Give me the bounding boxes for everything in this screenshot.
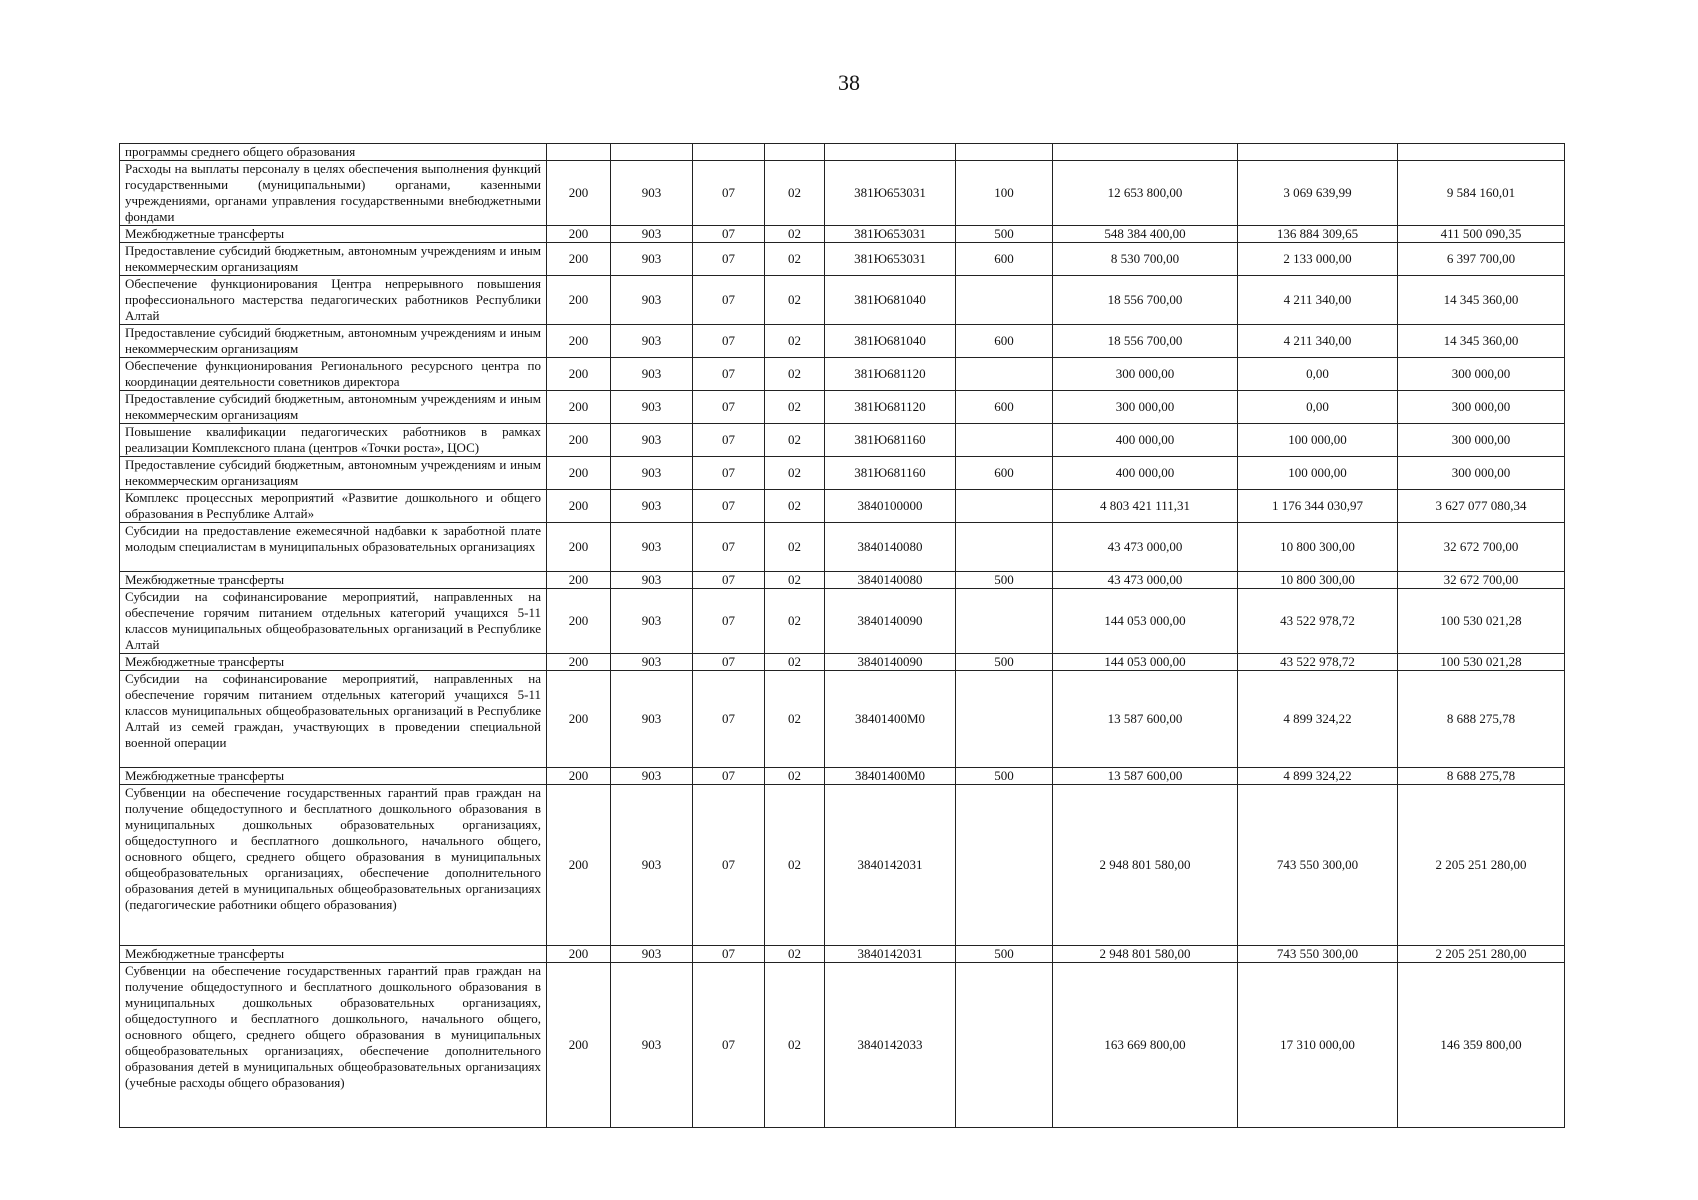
cell-section xyxy=(693,144,765,161)
cell-executed-amount: 136 884 309,65 xyxy=(1238,226,1398,243)
cell-subsection: 02 xyxy=(765,946,825,963)
cell-remaining-amount: 100 530 021,28 xyxy=(1398,654,1565,671)
cell-admin-code: 200 xyxy=(547,785,611,946)
table-row xyxy=(120,654,1565,671)
cell-plan-amount: 43 473 000,00 xyxy=(1053,572,1238,589)
cell-description: Предоставление субсидий бюджетным, автономным учреждениям и иным некоммерческим организациям xyxy=(120,457,547,490)
cell-remaining-amount xyxy=(1398,144,1565,161)
table-row xyxy=(120,490,1565,523)
cell-expense-type: 100 xyxy=(956,161,1053,226)
cell-grbs: 903 xyxy=(611,768,693,785)
cell-remaining-amount: 100 530 021,28 xyxy=(1398,589,1565,654)
cell-admin-code: 200 xyxy=(547,226,611,243)
cell-expense-type xyxy=(956,963,1053,1128)
cell-expense-type xyxy=(956,144,1053,161)
cell-target-article: 381Ю681040 xyxy=(825,276,956,325)
cell-plan-amount: 163 669 800,00 xyxy=(1053,963,1238,1128)
cell-description: Повышение квалификации педагогических работников в рамках реализации Комплексного плана (центров «Точки роста», ЦОС) xyxy=(120,424,547,457)
cell-target-article: 381Ю681040 xyxy=(825,325,956,358)
table-row xyxy=(120,161,1565,226)
cell-grbs: 903 xyxy=(611,325,693,358)
cell-executed-amount: 17 310 000,00 xyxy=(1238,963,1398,1128)
cell-description: Межбюджетные трансферты xyxy=(120,946,547,963)
cell-remaining-amount: 6 397 700,00 xyxy=(1398,243,1565,276)
cell-admin-code: 200 xyxy=(547,276,611,325)
table-row xyxy=(120,768,1565,785)
cell-admin-code: 200 xyxy=(547,963,611,1128)
cell-section: 07 xyxy=(693,654,765,671)
cell-target-article: 3840142033 xyxy=(825,963,956,1128)
cell-expense-type xyxy=(956,589,1053,654)
cell-executed-amount: 0,00 xyxy=(1238,391,1398,424)
cell-plan-amount: 2 948 801 580,00 xyxy=(1053,946,1238,963)
cell-executed-amount: 0,00 xyxy=(1238,358,1398,391)
cell-admin-code: 200 xyxy=(547,572,611,589)
table-row xyxy=(120,243,1565,276)
cell-executed-amount xyxy=(1238,144,1398,161)
cell-target-article: 3840140090 xyxy=(825,654,956,671)
cell-executed-amount: 743 550 300,00 xyxy=(1238,785,1398,946)
cell-grbs: 903 xyxy=(611,785,693,946)
cell-description: программы среднего общего образования xyxy=(120,144,547,161)
cell-admin-code xyxy=(547,144,611,161)
cell-section: 07 xyxy=(693,226,765,243)
cell-target-article: 3840100000 xyxy=(825,490,956,523)
cell-grbs xyxy=(611,144,693,161)
cell-subsection: 02 xyxy=(765,161,825,226)
cell-executed-amount: 2 133 000,00 xyxy=(1238,243,1398,276)
cell-subsection: 02 xyxy=(765,424,825,457)
cell-description: Обеспечение функционирования Регионального ресурсного центра по координации деятельности советников директора xyxy=(120,358,547,391)
cell-expense-type xyxy=(956,785,1053,946)
cell-plan-amount: 4 803 421 111,31 xyxy=(1053,490,1238,523)
cell-grbs: 903 xyxy=(611,358,693,391)
cell-target-article: 381Ю653031 xyxy=(825,161,956,226)
cell-admin-code: 200 xyxy=(547,391,611,424)
cell-remaining-amount: 300 000,00 xyxy=(1398,424,1565,457)
cell-remaining-amount: 32 672 700,00 xyxy=(1398,523,1565,572)
cell-plan-amount: 18 556 700,00 xyxy=(1053,276,1238,325)
cell-description: Субсидии на софинансирование мероприятий, направленных на обеспечение горячим питанием отдельных категорий учащихся 5-11 классов муниципальных общеобразовательных организаций в Республике Алтай xyxy=(120,589,547,654)
cell-target-article: 3840140080 xyxy=(825,523,956,572)
cell-plan-amount: 43 473 000,00 xyxy=(1053,523,1238,572)
cell-executed-amount: 4 899 324,22 xyxy=(1238,768,1398,785)
cell-grbs: 903 xyxy=(611,572,693,589)
cell-plan-amount: 8 530 700,00 xyxy=(1053,243,1238,276)
cell-target-article: 381Ю653031 xyxy=(825,243,956,276)
cell-grbs: 903 xyxy=(611,654,693,671)
cell-section: 07 xyxy=(693,391,765,424)
cell-subsection: 02 xyxy=(765,226,825,243)
cell-expense-type: 500 xyxy=(956,768,1053,785)
cell-expense-type: 500 xyxy=(956,946,1053,963)
cell-plan-amount: 300 000,00 xyxy=(1053,358,1238,391)
cell-subsection: 02 xyxy=(765,457,825,490)
cell-remaining-amount: 9 584 160,01 xyxy=(1398,161,1565,226)
cell-executed-amount: 43 522 978,72 xyxy=(1238,654,1398,671)
table-row xyxy=(120,785,1565,946)
cell-expense-type xyxy=(956,358,1053,391)
cell-subsection: 02 xyxy=(765,276,825,325)
cell-admin-code: 200 xyxy=(547,161,611,226)
cell-description: Межбюджетные трансферты xyxy=(120,768,547,785)
cell-executed-amount: 100 000,00 xyxy=(1238,424,1398,457)
cell-grbs: 903 xyxy=(611,226,693,243)
cell-subsection: 02 xyxy=(765,768,825,785)
cell-expense-type xyxy=(956,523,1053,572)
table-row xyxy=(120,276,1565,325)
cell-target-article: 381Ю681120 xyxy=(825,358,956,391)
cell-description: Предоставление субсидий бюджетным, автономным учреждениям и иным некоммерческим организациям xyxy=(120,325,547,358)
cell-section: 07 xyxy=(693,457,765,490)
cell-description: Субсидии на софинансирование мероприятий, направленных на обеспечение горячим питанием отдельных категорий учащихся 5-11 классов муниципальных общеобразовательных организаций в Республике Алтай из семей граждан, участвующих в проведении специальной военной операции xyxy=(120,671,547,768)
cell-section: 07 xyxy=(693,785,765,946)
cell-admin-code: 200 xyxy=(547,589,611,654)
cell-admin-code: 200 xyxy=(547,946,611,963)
cell-description: Субвенции на обеспечение государственных гарантий прав граждан на получение общедоступного и бесплатного дошкольного образования в муниципальных дошкольных образовательных организациях, общедоступного и бесплатного дошкольного, начального общего, основного общего, среднего общего образования в муниципальных общеобразовательных организациях, обеспечение дополнительного образования детей в муниципальных общеобразовательных организациях (учебные расходы общего образования) xyxy=(120,963,547,1128)
cell-plan-amount: 400 000,00 xyxy=(1053,424,1238,457)
table-row xyxy=(120,325,1565,358)
cell-subsection: 02 xyxy=(765,785,825,946)
cell-grbs: 903 xyxy=(611,671,693,768)
cell-section: 07 xyxy=(693,572,765,589)
cell-section: 07 xyxy=(693,424,765,457)
table-row xyxy=(120,226,1565,243)
cell-subsection: 02 xyxy=(765,572,825,589)
cell-section: 07 xyxy=(693,358,765,391)
cell-grbs: 903 xyxy=(611,161,693,226)
cell-executed-amount: 43 522 978,72 xyxy=(1238,589,1398,654)
cell-grbs: 903 xyxy=(611,243,693,276)
cell-expense-type xyxy=(956,671,1053,768)
cell-description: Межбюджетные трансферты xyxy=(120,226,547,243)
cell-target-article: 381Ю681160 xyxy=(825,424,956,457)
cell-executed-amount: 4 899 324,22 xyxy=(1238,671,1398,768)
cell-grbs: 903 xyxy=(611,457,693,490)
cell-section: 07 xyxy=(693,490,765,523)
cell-remaining-amount: 300 000,00 xyxy=(1398,457,1565,490)
cell-grbs: 903 xyxy=(611,589,693,654)
cell-section: 07 xyxy=(693,671,765,768)
table-row xyxy=(120,589,1565,654)
cell-expense-type: 500 xyxy=(956,654,1053,671)
cell-plan-amount: 13 587 600,00 xyxy=(1053,768,1238,785)
cell-target-article: 3840140090 xyxy=(825,589,956,654)
table-row xyxy=(120,358,1565,391)
cell-executed-amount: 100 000,00 xyxy=(1238,457,1398,490)
cell-remaining-amount: 146 359 800,00 xyxy=(1398,963,1565,1128)
cell-target-article xyxy=(825,144,956,161)
cell-admin-code: 200 xyxy=(547,358,611,391)
table-row xyxy=(120,671,1565,768)
cell-plan-amount: 548 384 400,00 xyxy=(1053,226,1238,243)
cell-description: Предоставление субсидий бюджетным, автономным учреждениям и иным некоммерческим организациям xyxy=(120,391,547,424)
cell-executed-amount: 10 800 300,00 xyxy=(1238,572,1398,589)
cell-subsection: 02 xyxy=(765,589,825,654)
table-body xyxy=(120,144,1565,1128)
cell-expense-type: 600 xyxy=(956,457,1053,490)
cell-admin-code: 200 xyxy=(547,325,611,358)
table-row xyxy=(120,457,1565,490)
cell-admin-code: 200 xyxy=(547,424,611,457)
cell-section: 07 xyxy=(693,589,765,654)
cell-description: Предоставление субсидий бюджетным, автономным учреждениям и иным некоммерческим организациям xyxy=(120,243,547,276)
cell-section: 07 xyxy=(693,161,765,226)
cell-expense-type: 600 xyxy=(956,243,1053,276)
cell-remaining-amount: 14 345 360,00 xyxy=(1398,276,1565,325)
table-row xyxy=(120,144,1565,161)
cell-plan-amount: 144 053 000,00 xyxy=(1053,589,1238,654)
cell-plan-amount: 12 653 800,00 xyxy=(1053,161,1238,226)
cell-description: Субсидии на предоставление ежемесячной надбавки к заработной плате молодым специалистам в муниципальных образовательных организациях xyxy=(120,523,547,572)
cell-admin-code: 200 xyxy=(547,671,611,768)
cell-subsection: 02 xyxy=(765,671,825,768)
cell-executed-amount: 3 069 639,99 xyxy=(1238,161,1398,226)
cell-remaining-amount: 411 500 090,35 xyxy=(1398,226,1565,243)
cell-subsection xyxy=(765,144,825,161)
cell-expense-type xyxy=(956,276,1053,325)
cell-plan-amount: 13 587 600,00 xyxy=(1053,671,1238,768)
cell-description: Межбюджетные трансферты xyxy=(120,572,547,589)
cell-remaining-amount: 2 205 251 280,00 xyxy=(1398,785,1565,946)
cell-target-article: 381Ю653031 xyxy=(825,226,956,243)
cell-target-article: 38401400М0 xyxy=(825,671,956,768)
cell-description: Межбюджетные трансферты xyxy=(120,654,547,671)
cell-plan-amount: 18 556 700,00 xyxy=(1053,325,1238,358)
cell-description: Расходы на выплаты персоналу в целях обеспечения выполнения функций государственными (муниципальными) органами, казенными учреждениями, органами управления государственными внебюджетными фондами xyxy=(120,161,547,226)
cell-expense-type: 600 xyxy=(956,391,1053,424)
cell-executed-amount: 10 800 300,00 xyxy=(1238,523,1398,572)
cell-remaining-amount: 14 345 360,00 xyxy=(1398,325,1565,358)
table-row xyxy=(120,946,1565,963)
cell-expense-type: 500 xyxy=(956,572,1053,589)
cell-grbs: 903 xyxy=(611,424,693,457)
cell-target-article: 3840140080 xyxy=(825,572,956,589)
budget-table xyxy=(119,143,1565,1128)
cell-remaining-amount: 300 000,00 xyxy=(1398,358,1565,391)
cell-grbs: 903 xyxy=(611,946,693,963)
cell-remaining-amount: 32 672 700,00 xyxy=(1398,572,1565,589)
cell-target-article: 3840142031 xyxy=(825,785,956,946)
table-row xyxy=(120,963,1565,1128)
cell-admin-code: 200 xyxy=(547,654,611,671)
cell-section: 07 xyxy=(693,325,765,358)
cell-target-article: 3840142031 xyxy=(825,946,956,963)
cell-remaining-amount: 8 688 275,78 xyxy=(1398,768,1565,785)
cell-subsection: 02 xyxy=(765,654,825,671)
cell-section: 07 xyxy=(693,523,765,572)
cell-expense-type xyxy=(956,424,1053,457)
cell-admin-code: 200 xyxy=(547,243,611,276)
cell-executed-amount: 4 211 340,00 xyxy=(1238,325,1398,358)
cell-description: Субвенции на обеспечение государственных гарантий прав граждан на получение общедоступного и бесплатного дошкольного образования в муниципальных дошкольных образовательных организациях, общедоступного и бесплатного дошкольного, начального общего, основного общего, среднего общего образования в муниципальных общеобразовательных организациях, обеспечение дополнительного образования детей в муниципальных общеобразовательных организациях (педагогические работники общего образования) xyxy=(120,785,547,946)
cell-section: 07 xyxy=(693,946,765,963)
table-row xyxy=(120,572,1565,589)
cell-expense-type: 600 xyxy=(956,325,1053,358)
cell-admin-code: 200 xyxy=(547,490,611,523)
cell-executed-amount: 743 550 300,00 xyxy=(1238,946,1398,963)
cell-executed-amount: 1 176 344 030,97 xyxy=(1238,490,1398,523)
cell-section: 07 xyxy=(693,276,765,325)
cell-plan-amount xyxy=(1053,144,1238,161)
cell-expense-type xyxy=(956,490,1053,523)
cell-target-article: 38401400М0 xyxy=(825,768,956,785)
cell-grbs: 903 xyxy=(611,276,693,325)
cell-grbs: 903 xyxy=(611,490,693,523)
cell-plan-amount: 2 948 801 580,00 xyxy=(1053,785,1238,946)
cell-grbs: 903 xyxy=(611,523,693,572)
cell-subsection: 02 xyxy=(765,391,825,424)
cell-remaining-amount: 8 688 275,78 xyxy=(1398,671,1565,768)
cell-subsection: 02 xyxy=(765,325,825,358)
cell-subsection: 02 xyxy=(765,358,825,391)
cell-target-article: 381Ю681120 xyxy=(825,391,956,424)
cell-section: 07 xyxy=(693,243,765,276)
cell-grbs: 903 xyxy=(611,963,693,1128)
cell-description: Обеспечение функционирования Центра непрерывного повышения профессионального мастерства педагогических работников Республики Алтай xyxy=(120,276,547,325)
cell-expense-type: 500 xyxy=(956,226,1053,243)
cell-plan-amount: 144 053 000,00 xyxy=(1053,654,1238,671)
cell-description: Комплекс процессных мероприятий «Развитие дошкольного и общего образования в Республике Алтай» xyxy=(120,490,547,523)
cell-remaining-amount: 300 000,00 xyxy=(1398,391,1565,424)
cell-remaining-amount: 2 205 251 280,00 xyxy=(1398,946,1565,963)
cell-plan-amount: 300 000,00 xyxy=(1053,391,1238,424)
cell-subsection: 02 xyxy=(765,523,825,572)
cell-section: 07 xyxy=(693,768,765,785)
cell-admin-code: 200 xyxy=(547,457,611,490)
cell-admin-code: 200 xyxy=(547,768,611,785)
cell-subsection: 02 xyxy=(765,963,825,1128)
cell-executed-amount: 4 211 340,00 xyxy=(1238,276,1398,325)
page-number: 38 xyxy=(838,70,860,95)
cell-subsection: 02 xyxy=(765,243,825,276)
cell-subsection: 02 xyxy=(765,490,825,523)
cell-remaining-amount: 3 627 077 080,34 xyxy=(1398,490,1565,523)
cell-plan-amount: 400 000,00 xyxy=(1053,457,1238,490)
cell-target-article: 381Ю681160 xyxy=(825,457,956,490)
table-row xyxy=(120,424,1565,457)
cell-grbs: 903 xyxy=(611,391,693,424)
table-row xyxy=(120,391,1565,424)
cell-admin-code: 200 xyxy=(547,523,611,572)
cell-section: 07 xyxy=(693,963,765,1128)
table-row xyxy=(120,523,1565,572)
